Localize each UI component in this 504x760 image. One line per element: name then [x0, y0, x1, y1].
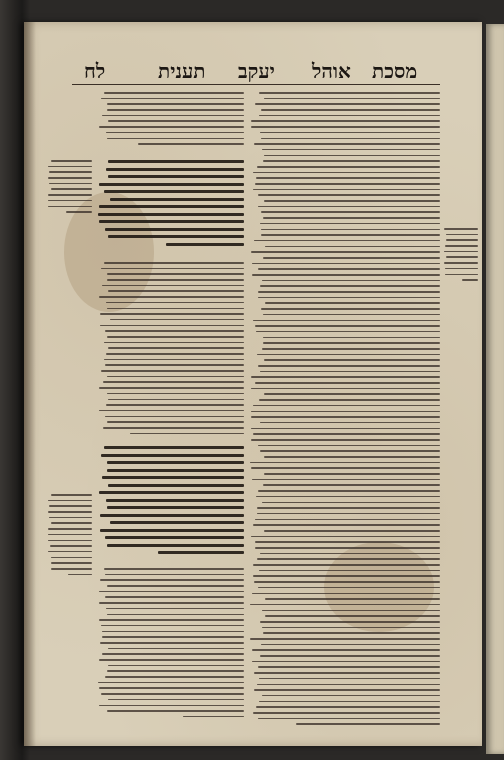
text-line: [253, 172, 440, 174]
left-commentary-top: [98, 92, 244, 154]
text-line: [262, 610, 440, 612]
text-line: [99, 296, 244, 298]
header-tractate: מסכת: [372, 59, 418, 83]
facing-page-edge: [486, 24, 504, 754]
text-line: [107, 273, 244, 275]
text-line: [106, 353, 244, 355]
text-line: [257, 513, 440, 515]
text-line: [107, 506, 244, 509]
text-line: [264, 456, 440, 458]
text-line: [260, 553, 440, 555]
text-line: [166, 243, 244, 246]
text-line: [107, 336, 244, 338]
text-line: [99, 687, 244, 689]
text-line: [106, 404, 244, 406]
text-line: [108, 160, 244, 163]
text-line: [254, 689, 440, 691]
text-line: [260, 422, 440, 424]
text-line: [104, 190, 244, 193]
text-line: [255, 547, 440, 549]
text-line: [260, 371, 440, 373]
text-line: [106, 608, 244, 610]
text-line: [101, 693, 244, 695]
text-line: [99, 659, 244, 661]
text-line: [107, 393, 244, 395]
text-line: [107, 710, 244, 712]
text-line: [51, 188, 92, 190]
text-line: [99, 619, 244, 621]
text-line: [48, 528, 92, 530]
text-line: [260, 621, 440, 623]
text-line: [107, 670, 244, 672]
text-line: [258, 365, 440, 367]
text-line: [105, 676, 244, 678]
text-line: [101, 268, 244, 270]
text-line: [250, 638, 440, 640]
left-margin-note: [48, 160, 92, 220]
text-line: [99, 387, 244, 389]
text-line: [251, 251, 440, 253]
text-line: [106, 132, 244, 134]
text-line: [50, 545, 92, 547]
text-line: [254, 143, 440, 145]
text-line: [66, 211, 92, 213]
text-line: [262, 280, 440, 282]
text-line: [102, 631, 244, 633]
text-line: [253, 405, 440, 407]
right-margin-note: [444, 228, 478, 288]
text-line: [260, 450, 440, 452]
text-line: [68, 574, 92, 576]
text-line: [101, 625, 244, 627]
text-line: [253, 575, 440, 577]
text-line: [257, 507, 440, 509]
text-line: [263, 632, 440, 634]
text-line: [108, 120, 244, 122]
text-line: [110, 198, 244, 201]
text-line: [256, 177, 440, 179]
text-line: [250, 462, 440, 464]
text-line: [106, 499, 244, 502]
text-line: [260, 223, 440, 225]
text-line: [252, 274, 440, 276]
text-line: [258, 297, 440, 299]
text-line: [107, 544, 244, 547]
text-line: [258, 587, 440, 589]
text-line: [130, 433, 244, 435]
text-line: [99, 491, 244, 494]
text-line: [108, 665, 244, 667]
text-line: [252, 263, 440, 265]
text-line: [99, 126, 244, 128]
text-line: [48, 166, 92, 168]
text-line: [100, 313, 244, 315]
text-line: [264, 359, 440, 361]
text-line: [104, 359, 244, 361]
text-line: [108, 699, 244, 701]
text-line: [253, 524, 440, 526]
text-line: [252, 593, 440, 595]
text-line: [258, 718, 440, 720]
text-line: [48, 511, 92, 513]
text-line: [263, 342, 440, 344]
text-line: [103, 381, 244, 383]
text-line: [49, 183, 92, 185]
text-line: [100, 325, 244, 327]
text-line: [48, 206, 92, 208]
text-line: [183, 716, 244, 718]
text-line: [254, 581, 440, 583]
text-line: [104, 446, 244, 449]
text-line: [253, 564, 440, 566]
text-line: [105, 228, 244, 231]
text-line: [263, 257, 440, 259]
text-line: [253, 189, 440, 191]
text-line: [265, 615, 440, 617]
text-line: [102, 285, 244, 287]
text-line: [264, 473, 440, 475]
text-line: [48, 534, 92, 536]
text-line: [264, 530, 440, 532]
main-text-block: [98, 160, 244, 256]
text-line: [251, 439, 440, 441]
text-line: [98, 213, 244, 216]
text-line: [256, 706, 440, 708]
text-line: [251, 467, 440, 469]
text-line: [263, 217, 440, 219]
text-line: [445, 245, 478, 247]
text-line: [257, 558, 440, 560]
text-line: [261, 644, 440, 646]
text-line: [107, 461, 244, 464]
text-line: [48, 551, 92, 553]
text-line: [258, 490, 440, 492]
text-line: [101, 98, 244, 100]
text-line: [257, 166, 440, 168]
text-line: [105, 416, 244, 418]
text-line: [262, 627, 440, 629]
text-line: [107, 103, 244, 105]
text-line: [254, 240, 440, 242]
text-line: [106, 302, 244, 304]
text-line: [99, 183, 244, 186]
text-line: [51, 562, 92, 564]
text-line: [106, 168, 244, 171]
text-line: [258, 194, 440, 196]
text-line: [256, 496, 440, 498]
text-line: [445, 268, 478, 270]
text-line: [99, 220, 244, 223]
text-line: [104, 262, 244, 264]
text-line: [102, 476, 244, 479]
text-line: [444, 262, 478, 264]
text-line: [262, 502, 440, 504]
text-line: [49, 517, 92, 519]
text-line: [51, 160, 92, 162]
text-line: [264, 98, 440, 100]
text-line: [100, 579, 244, 581]
text-line: [258, 666, 440, 668]
text-line: [110, 521, 244, 524]
text-line: [261, 308, 440, 310]
text-line: [445, 274, 478, 276]
text-line: [108, 235, 244, 238]
text-line: [99, 602, 244, 604]
text-line: [263, 337, 440, 339]
text-line: [259, 399, 440, 401]
text-line: [104, 342, 244, 344]
text-line: [255, 183, 440, 185]
text-line: [107, 614, 244, 616]
right-commentary-column: [250, 92, 440, 732]
text-line: [107, 585, 244, 587]
text-line: [252, 479, 440, 481]
text-line: [158, 551, 244, 554]
text-line: [258, 291, 440, 293]
text-line: [262, 348, 440, 350]
text-line: [251, 388, 440, 390]
text-line: [261, 109, 440, 111]
text-line: [261, 211, 440, 213]
text-line: [104, 92, 244, 94]
text-line: [105, 596, 244, 598]
text-line: [444, 228, 478, 230]
text-line: [250, 604, 440, 606]
text-line: [260, 132, 440, 134]
text-line: [263, 160, 440, 162]
text-line: [265, 302, 440, 304]
text-line: [102, 115, 244, 117]
text-line: [251, 126, 440, 128]
text-line: [108, 484, 244, 487]
text-line: [107, 421, 244, 423]
text-line: [51, 494, 92, 496]
text-line: [100, 514, 244, 517]
text-line: [265, 598, 440, 600]
text-line: [257, 684, 440, 686]
text-line: [261, 234, 440, 236]
text-line: [251, 120, 440, 122]
text-line: [252, 661, 440, 663]
text-line: [99, 591, 244, 593]
text-line: [51, 522, 92, 524]
text-line: [446, 256, 478, 258]
text-line: [107, 279, 244, 281]
left-commentary-bottom: [98, 568, 244, 726]
text-line: [104, 568, 244, 570]
text-line: [462, 279, 478, 281]
text-line: [101, 454, 244, 457]
text-line: [259, 701, 440, 703]
header-book: יעקב: [238, 59, 275, 83]
text-line: [259, 115, 440, 117]
text-line: [107, 138, 244, 140]
text-line: [105, 364, 244, 366]
text-line: [255, 541, 440, 543]
text-line: [102, 636, 244, 638]
text-line: [99, 410, 244, 412]
text-line: [107, 308, 244, 310]
text-line: [251, 428, 440, 430]
text-line: [100, 529, 244, 532]
text-line: [107, 469, 244, 472]
text-line: [258, 206, 440, 208]
binding-shadow: [24, 22, 36, 746]
text-line: [51, 557, 92, 559]
text-line: [251, 536, 440, 538]
text-line: [102, 653, 244, 655]
text-line: [108, 347, 244, 349]
text-line: [108, 399, 244, 401]
text-line: [100, 642, 244, 644]
text-line: [251, 376, 440, 378]
text-line: [265, 246, 440, 248]
text-line: [258, 268, 440, 270]
text-line: [446, 239, 478, 241]
text-line: [48, 177, 92, 179]
text-line: [254, 672, 440, 674]
text-line: [105, 536, 244, 539]
text-line: [262, 149, 440, 151]
text-line: [253, 320, 440, 322]
text-line: [264, 155, 440, 157]
text-line: [108, 648, 244, 650]
text-line: [259, 570, 440, 572]
text-line: [107, 376, 244, 378]
text-line: [49, 171, 92, 173]
text-line: [49, 505, 92, 507]
text-line: [48, 540, 92, 542]
text-line: [255, 325, 440, 327]
text-line: [48, 194, 92, 196]
text-line: [446, 234, 478, 236]
text-line: [138, 143, 244, 145]
text-line: [262, 695, 440, 697]
text-line: [263, 314, 440, 316]
text-line: [444, 251, 478, 253]
text-line: [51, 568, 92, 570]
text-line: [105, 574, 244, 576]
text-line: [259, 678, 440, 680]
text-line: [264, 393, 440, 395]
text-line: [255, 382, 440, 384]
text-line: [99, 705, 244, 707]
text-line: [260, 285, 440, 287]
header-section: תענית: [158, 59, 206, 83]
text-line: [107, 109, 244, 111]
text-line: [261, 229, 440, 231]
text-line: [260, 655, 440, 657]
header-folio: לח: [84, 59, 106, 83]
text-line: [255, 103, 440, 105]
text-line: [98, 682, 244, 684]
text-line: [48, 500, 92, 502]
text-line: [251, 411, 440, 413]
text-line: [263, 484, 440, 486]
text-line: [253, 433, 440, 435]
text-line: [253, 712, 440, 714]
main-text-block-lower: [98, 446, 244, 564]
text-line: [258, 445, 440, 447]
text-line: [48, 200, 92, 202]
text-line: [252, 649, 440, 651]
text-line: [105, 330, 244, 332]
text-line: [264, 200, 440, 202]
text-line: [101, 370, 244, 372]
text-line: [259, 92, 440, 94]
text-line: [256, 331, 440, 333]
header-title: אוהל: [312, 59, 351, 83]
text-line: [108, 290, 244, 292]
text-line: [261, 138, 440, 140]
text-line: [108, 175, 244, 178]
text-line: [110, 319, 244, 321]
text-line: [103, 427, 244, 429]
text-line: [255, 519, 440, 521]
text-line: [251, 416, 440, 418]
header-rule: [72, 84, 440, 85]
left-margin-note-lower: [48, 494, 92, 584]
left-commentary-middle: [98, 262, 244, 442]
text-line: [257, 354, 440, 356]
text-line: [99, 205, 244, 208]
text-line: [296, 723, 440, 725]
